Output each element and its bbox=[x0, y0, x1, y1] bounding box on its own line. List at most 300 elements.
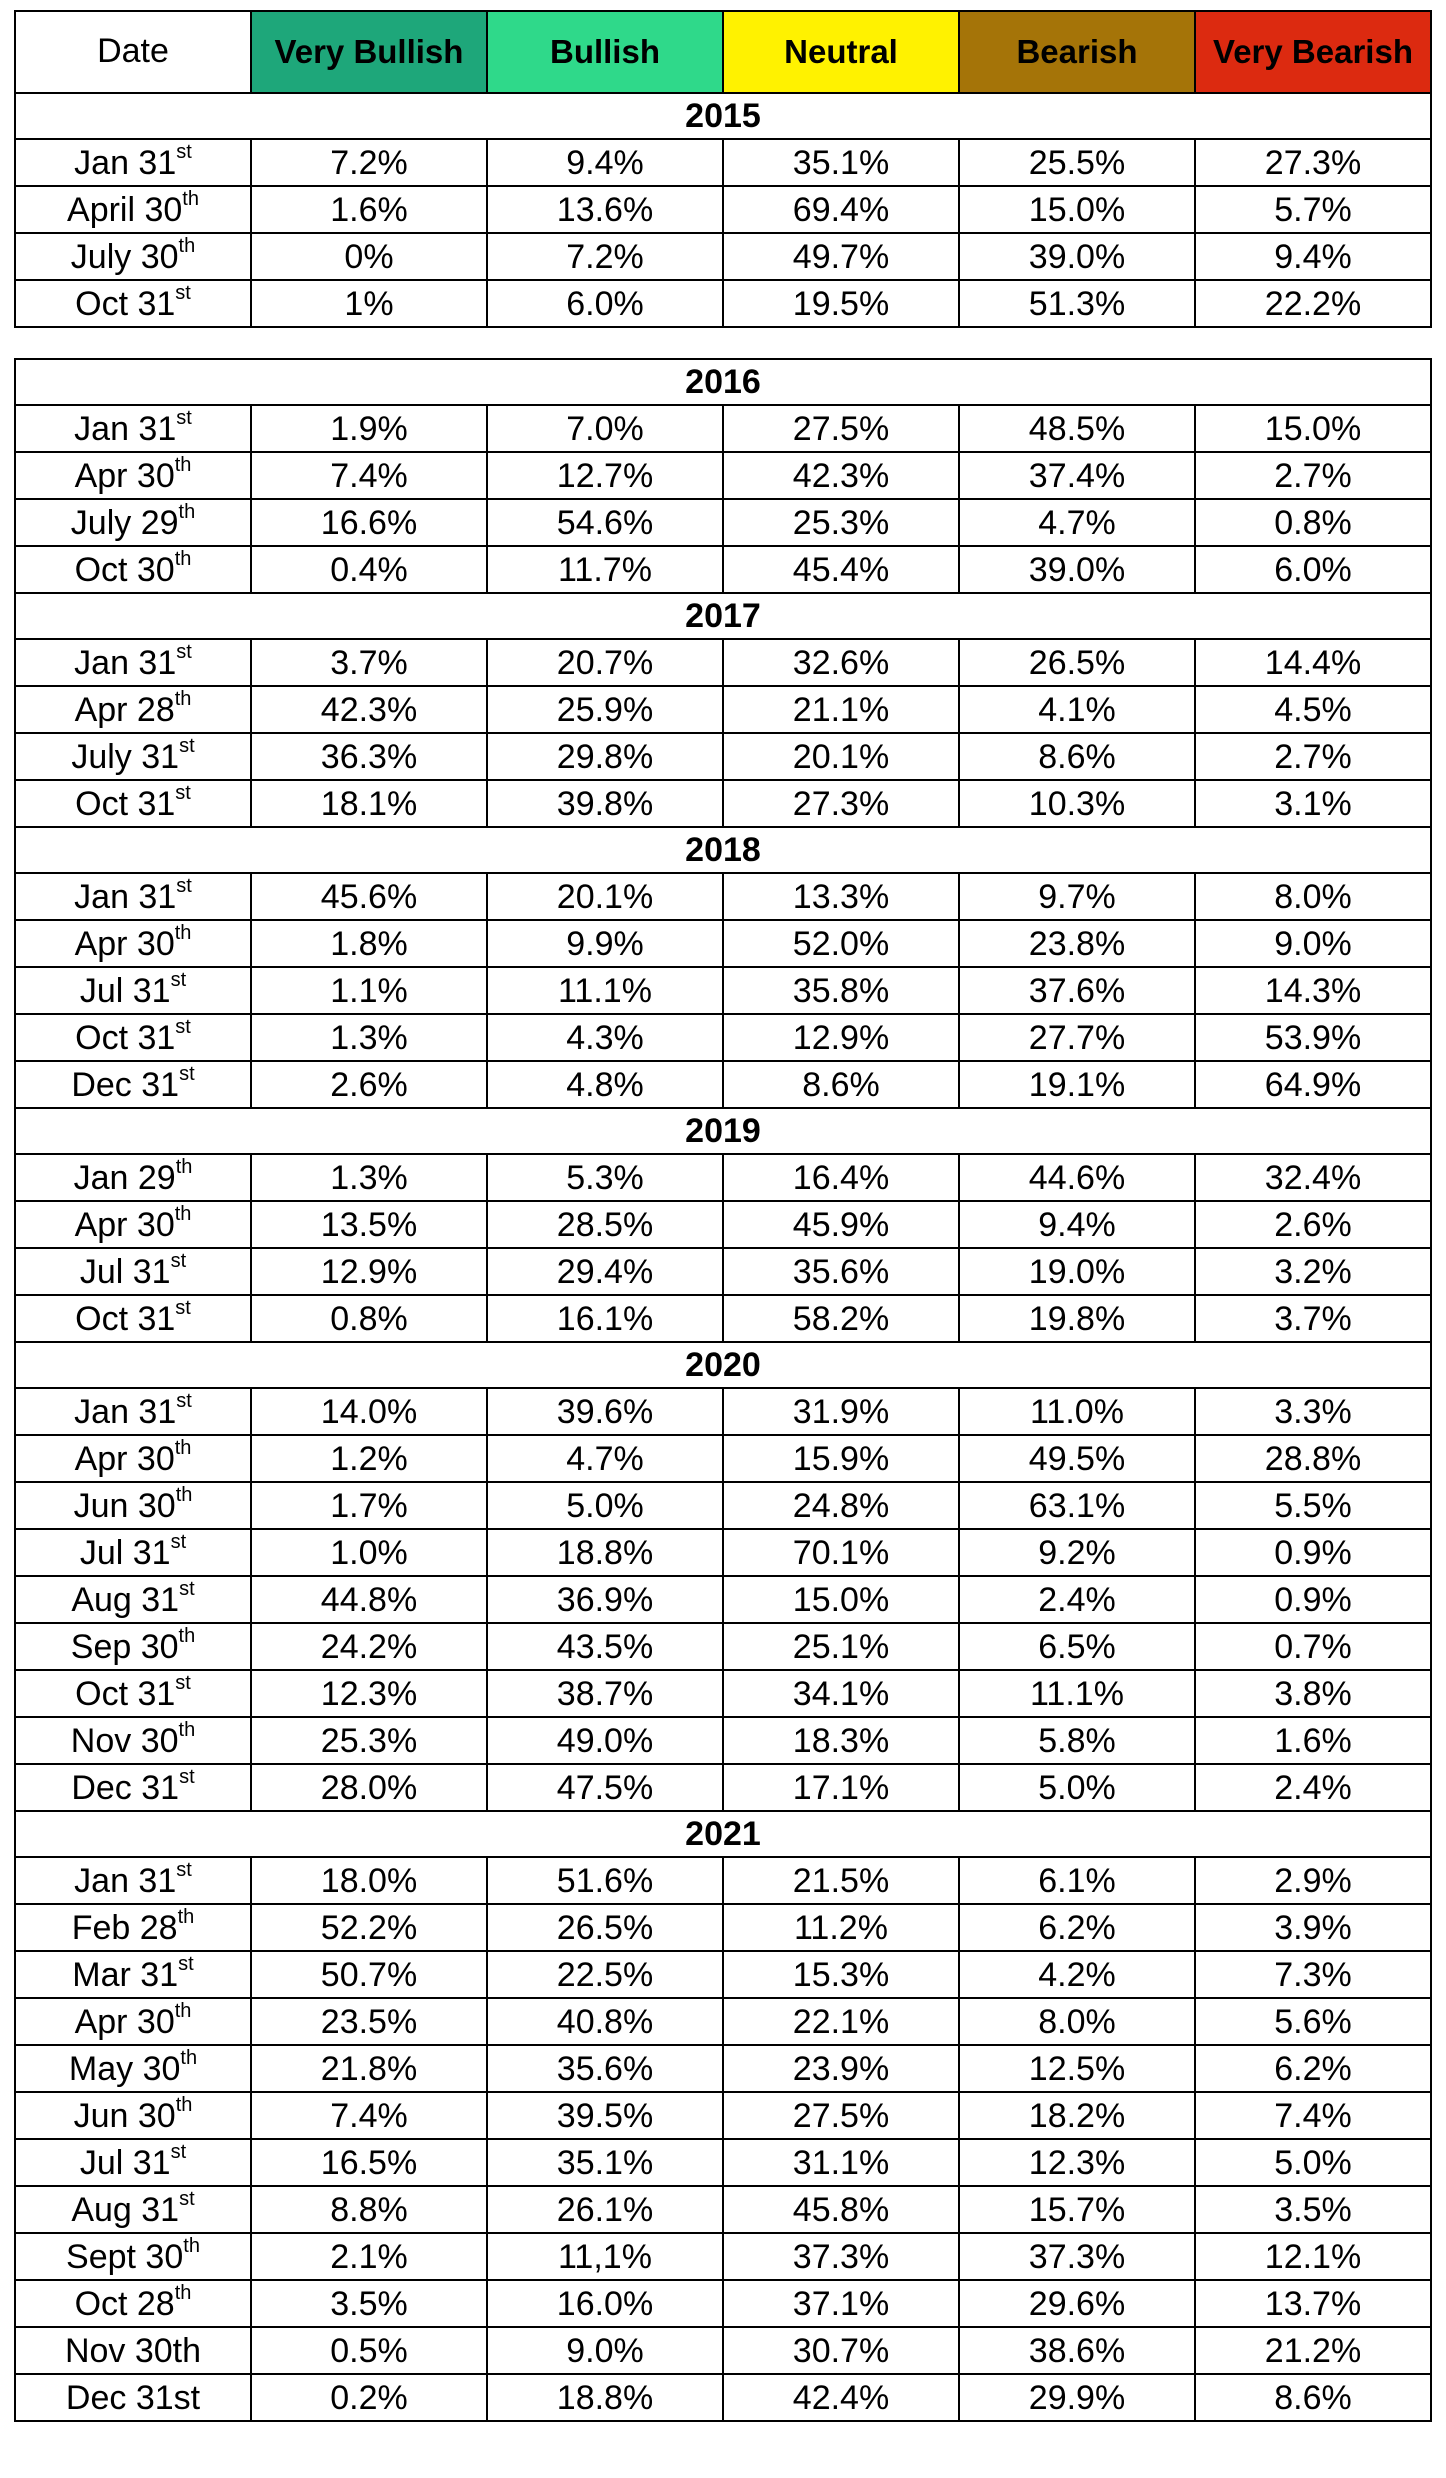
header-row bbox=[15, 11, 1431, 93]
date-text: Oct 31 bbox=[75, 1299, 176, 1338]
date-ordinal-suffix: st bbox=[175, 1015, 191, 1038]
very-bullish-cell: 1.6% bbox=[251, 186, 487, 233]
date-ordinal-suffix: th bbox=[174, 2281, 192, 2304]
bearish-cell: 12.5% bbox=[959, 2045, 1195, 2092]
bearish-cell: 27.7% bbox=[959, 1014, 1195, 1061]
date-text: Jan 29 bbox=[73, 1158, 176, 1197]
very-bullish-cell: 8.8% bbox=[251, 2186, 487, 2233]
date-ordinal-suffix: st bbox=[170, 1530, 187, 1553]
very-bullish-cell: 1.7% bbox=[251, 1482, 487, 1529]
date-ordinal-suffix: st bbox=[170, 2140, 187, 2163]
very-bullish-cell: 0.4% bbox=[251, 546, 487, 593]
date-text: Nov 30 bbox=[70, 1721, 179, 1760]
neutral-cell: 24.8% bbox=[723, 1482, 959, 1529]
very-bearish-cell: 27.3% bbox=[1195, 139, 1431, 186]
bearish-cell: 26.5% bbox=[959, 639, 1195, 686]
date-text: Oct 30 bbox=[74, 550, 175, 589]
bearish-cell: 39.0% bbox=[959, 233, 1195, 280]
bearish-cell: 49.5% bbox=[959, 1435, 1195, 1482]
bearish-cell: 6.5% bbox=[959, 1623, 1195, 1670]
date-ordinal-suffix: st bbox=[176, 406, 192, 429]
table-row bbox=[15, 1295, 1431, 1342]
date-ordinal-suffix: th bbox=[175, 2093, 193, 2116]
bearish-cell: 4.1% bbox=[959, 686, 1195, 733]
date-text: Jul 31 bbox=[79, 971, 171, 1010]
neutral-cell: 8.6% bbox=[723, 1061, 959, 1108]
bearish-cell: 29.9% bbox=[959, 2374, 1195, 2421]
neutral-cell: 21.5% bbox=[723, 1857, 959, 1904]
date-cell bbox=[15, 920, 251, 967]
neutral-cell: 15.0% bbox=[723, 1576, 959, 1623]
date-text: Jun 30 bbox=[73, 1486, 176, 1525]
date-text: Sept 30 bbox=[66, 2237, 184, 2276]
bearish-cell: 6.2% bbox=[959, 1904, 1195, 1951]
very-bearish-cell: 3.8% bbox=[1195, 1670, 1431, 1717]
neutral-cell: 52.0% bbox=[723, 920, 959, 967]
date-cell bbox=[15, 233, 251, 280]
very-bullish-cell: 7.4% bbox=[251, 2092, 487, 2139]
bearish-cell: 5.0% bbox=[959, 1764, 1195, 1811]
very-bullish-cell: 1.0% bbox=[251, 1529, 487, 1576]
table-row bbox=[15, 2280, 1431, 2327]
very-bearish-cell: 53.9% bbox=[1195, 1014, 1431, 1061]
very-bearish-cell: 3.3% bbox=[1195, 1388, 1431, 1435]
table-row bbox=[15, 186, 1431, 233]
date-ordinal-suffix: th bbox=[178, 234, 196, 257]
bullish-cell: 18.8% bbox=[487, 1529, 723, 1576]
very-bearish-cell: 2.9% bbox=[1195, 1857, 1431, 1904]
bullish-cell: 9.0% bbox=[487, 2327, 723, 2374]
date-text: Apr 28 bbox=[74, 690, 175, 729]
table-row bbox=[15, 1670, 1431, 1717]
bearish-cell: 37.3% bbox=[959, 2233, 1195, 2280]
very-bullish-cell: 23.5% bbox=[251, 1998, 487, 2045]
very-bullish-cell: 14.0% bbox=[251, 1388, 487, 1435]
table-row bbox=[15, 2327, 1431, 2374]
neutral-cell: 20.1% bbox=[723, 733, 959, 780]
date-text: July 29 bbox=[70, 503, 179, 542]
bearish-cell: 9.2% bbox=[959, 1529, 1195, 1576]
neutral-cell: 35.8% bbox=[723, 967, 959, 1014]
very-bearish-cell: 4.5% bbox=[1195, 686, 1431, 733]
sentiment-table bbox=[14, 10, 1432, 2422]
bullish-cell: 54.6% bbox=[487, 499, 723, 546]
very-bearish-cell: 2.7% bbox=[1195, 452, 1431, 499]
bullish-cell: 51.6% bbox=[487, 1857, 723, 1904]
very-bearish-cell: 1.6% bbox=[1195, 1717, 1431, 1764]
date-text: Oct 31 bbox=[75, 1674, 176, 1713]
bearish-cell: 44.6% bbox=[959, 1154, 1195, 1201]
table-row bbox=[15, 2092, 1431, 2139]
very-bullish-cell: 2.6% bbox=[251, 1061, 487, 1108]
year-row bbox=[15, 593, 1431, 639]
very-bearish-cell: 0.9% bbox=[1195, 1576, 1431, 1623]
table-row bbox=[15, 733, 1431, 780]
very-bearish-cell: 8.6% bbox=[1195, 2374, 1431, 2421]
bearish-cell: 37.4% bbox=[959, 452, 1195, 499]
bullish-cell: 22.5% bbox=[487, 1951, 723, 1998]
very-bullish-cell: 16.6% bbox=[251, 499, 487, 546]
bearish-cell: 8.0% bbox=[959, 1998, 1195, 2045]
date-cell bbox=[15, 2186, 251, 2233]
very-bullish-cell: 42.3% bbox=[251, 686, 487, 733]
bullish-cell: 29.8% bbox=[487, 733, 723, 780]
bullish-cell: 35.1% bbox=[487, 2139, 723, 2186]
very-bearish-cell: 32.4% bbox=[1195, 1154, 1431, 1201]
bullish-cell: 39.6% bbox=[487, 1388, 723, 1435]
header-very-bullish: Very Bullish bbox=[251, 11, 487, 93]
very-bearish-cell: 14.3% bbox=[1195, 967, 1431, 1014]
date-text: Jul 31 bbox=[79, 1533, 171, 1572]
very-bullish-cell: 50.7% bbox=[251, 1951, 487, 1998]
date-cell bbox=[15, 1998, 251, 2045]
neutral-cell: 27.5% bbox=[723, 405, 959, 452]
bullish-cell: 38.7% bbox=[487, 1670, 723, 1717]
neutral-cell: 15.3% bbox=[723, 1951, 959, 1998]
date-cell bbox=[15, 1670, 251, 1717]
date-cell bbox=[15, 499, 251, 546]
year-label: 2021 bbox=[15, 1811, 1431, 1857]
date-text: Apr 30 bbox=[74, 1439, 175, 1478]
very-bearish-cell: 9.4% bbox=[1195, 233, 1431, 280]
year-row bbox=[15, 827, 1431, 873]
neutral-cell: 23.9% bbox=[723, 2045, 959, 2092]
date-text: Apr 30 bbox=[74, 924, 175, 963]
date-text: Jan 31 bbox=[74, 877, 177, 916]
very-bearish-cell: 22.2% bbox=[1195, 280, 1431, 327]
date-cell bbox=[15, 1576, 251, 1623]
table-row bbox=[15, 1998, 1431, 2045]
very-bullish-cell: 45.6% bbox=[251, 873, 487, 920]
year-row bbox=[15, 359, 1431, 405]
table-row bbox=[15, 1014, 1431, 1061]
table-row bbox=[15, 1154, 1431, 1201]
neutral-cell: 17.1% bbox=[723, 1764, 959, 1811]
date-cell bbox=[15, 1857, 251, 1904]
neutral-cell: 27.5% bbox=[723, 2092, 959, 2139]
neutral-cell: 42.3% bbox=[723, 452, 959, 499]
bullish-cell: 47.5% bbox=[487, 1764, 723, 1811]
date-cell bbox=[15, 686, 251, 733]
neutral-cell: 25.3% bbox=[723, 499, 959, 546]
bullish-cell: 43.5% bbox=[487, 1623, 723, 1670]
table-row bbox=[15, 2045, 1431, 2092]
very-bearish-cell: 3.2% bbox=[1195, 1248, 1431, 1295]
date-text: Dec 31st bbox=[65, 2378, 201, 2417]
bullish-cell: 11.1% bbox=[487, 967, 723, 1014]
table-body bbox=[15, 93, 1431, 2421]
date-cell bbox=[15, 1529, 251, 1576]
date-cell bbox=[15, 405, 251, 452]
bearish-cell: 48.5% bbox=[959, 405, 1195, 452]
date-text: Oct 31 bbox=[75, 784, 176, 823]
date-cell bbox=[15, 1764, 251, 1811]
neutral-cell: 37.1% bbox=[723, 2280, 959, 2327]
table-row bbox=[15, 546, 1431, 593]
date-text: Sep 30 bbox=[70, 1627, 179, 1666]
date-text: Jan 31 bbox=[74, 1392, 177, 1431]
date-ordinal-suffix: st bbox=[170, 968, 187, 991]
date-text: July 31 bbox=[71, 737, 180, 776]
year-label: 2020 bbox=[15, 1342, 1431, 1388]
date-ordinal-suffix: st bbox=[176, 1389, 192, 1412]
table-row bbox=[15, 780, 1431, 827]
sentiment-table-wrapper bbox=[14, 10, 1430, 2422]
date-text: Apr 30 bbox=[74, 1205, 175, 1244]
bullish-cell: 5.0% bbox=[487, 1482, 723, 1529]
table-row bbox=[15, 1717, 1431, 1764]
bullish-cell: 13.6% bbox=[487, 186, 723, 233]
bearish-cell: 29.6% bbox=[959, 2280, 1195, 2327]
table-row bbox=[15, 1764, 1431, 1811]
table-row bbox=[15, 2139, 1431, 2186]
year-label: 2016 bbox=[15, 359, 1431, 405]
date-text: Dec 31 bbox=[71, 1065, 180, 1104]
date-text: Jan 31 bbox=[74, 143, 177, 182]
very-bullish-cell: 12.9% bbox=[251, 1248, 487, 1295]
date-text: Apr 30 bbox=[74, 2002, 175, 2041]
very-bearish-cell: 5.5% bbox=[1195, 1482, 1431, 1529]
very-bearish-cell: 5.6% bbox=[1195, 1998, 1431, 2045]
date-cell bbox=[15, 186, 251, 233]
date-text: Mar 31 bbox=[72, 1955, 179, 1994]
table-row bbox=[15, 686, 1431, 733]
very-bullish-cell: 0.5% bbox=[251, 2327, 487, 2374]
bullish-cell: 9.4% bbox=[487, 139, 723, 186]
bearish-cell: 8.6% bbox=[959, 733, 1195, 780]
bullish-cell: 4.3% bbox=[487, 1014, 723, 1061]
very-bearish-cell: 0.8% bbox=[1195, 499, 1431, 546]
date-ordinal-suffix: st bbox=[175, 781, 191, 804]
bullish-cell: 29.4% bbox=[487, 1248, 723, 1295]
bearish-cell: 19.0% bbox=[959, 1248, 1195, 1295]
neutral-cell: 34.1% bbox=[723, 1670, 959, 1717]
bearish-cell: 23.8% bbox=[959, 920, 1195, 967]
neutral-cell: 45.4% bbox=[723, 546, 959, 593]
table-row bbox=[15, 967, 1431, 1014]
very-bullish-cell: 0.2% bbox=[251, 2374, 487, 2421]
bullish-cell: 36.9% bbox=[487, 1576, 723, 1623]
bearish-cell: 15.7% bbox=[959, 2186, 1195, 2233]
very-bullish-cell: 12.3% bbox=[251, 1670, 487, 1717]
table-row bbox=[15, 1248, 1431, 1295]
bullish-cell: 11,1% bbox=[487, 2233, 723, 2280]
year-row bbox=[15, 1811, 1431, 1857]
date-ordinal-suffix: th bbox=[182, 187, 199, 210]
bearish-cell: 4.2% bbox=[959, 1951, 1195, 1998]
date-text: Feb 28 bbox=[71, 1908, 178, 1947]
date-cell bbox=[15, 1904, 251, 1951]
neutral-cell: 21.1% bbox=[723, 686, 959, 733]
date-ordinal-suffix: th bbox=[174, 687, 192, 710]
date-cell bbox=[15, 1717, 251, 1764]
table-row bbox=[15, 233, 1431, 280]
bearish-cell: 2.4% bbox=[959, 1576, 1195, 1623]
date-ordinal-suffix: st bbox=[175, 1296, 191, 1319]
bullish-cell: 20.1% bbox=[487, 873, 723, 920]
bearish-cell: 38.6% bbox=[959, 2327, 1195, 2374]
bullish-cell: 4.8% bbox=[487, 1061, 723, 1108]
date-cell bbox=[15, 280, 251, 327]
neutral-cell: 70.1% bbox=[723, 1529, 959, 1576]
date-ordinal-suffix: th bbox=[175, 1155, 193, 1178]
date-ordinal-suffix: st bbox=[175, 1671, 191, 1694]
date-cell bbox=[15, 2327, 251, 2374]
bullish-cell: 16.1% bbox=[487, 1295, 723, 1342]
very-bullish-cell: 13.5% bbox=[251, 1201, 487, 1248]
date-ordinal-suffix: th bbox=[174, 1999, 192, 2022]
bearish-cell: 6.1% bbox=[959, 1857, 1195, 1904]
very-bullish-cell: 1% bbox=[251, 280, 487, 327]
bearish-cell: 25.5% bbox=[959, 139, 1195, 186]
date-text: Jul 31 bbox=[79, 2143, 171, 2182]
table-row bbox=[15, 2374, 1431, 2421]
very-bullish-cell: 24.2% bbox=[251, 1623, 487, 1670]
date-cell bbox=[15, 2280, 251, 2327]
date-text: Jun 30 bbox=[73, 2096, 176, 2135]
very-bearish-cell: 14.4% bbox=[1195, 639, 1431, 686]
very-bullish-cell: 1.9% bbox=[251, 405, 487, 452]
very-bearish-cell: 2.6% bbox=[1195, 1201, 1431, 1248]
date-ordinal-suffix: st bbox=[175, 281, 191, 304]
very-bullish-cell: 18.0% bbox=[251, 1857, 487, 1904]
year-row bbox=[15, 93, 1431, 139]
bullish-cell: 7.0% bbox=[487, 405, 723, 452]
neutral-cell: 31.1% bbox=[723, 2139, 959, 2186]
bullish-cell: 18.8% bbox=[487, 2374, 723, 2421]
very-bearish-cell: 3.9% bbox=[1195, 1904, 1431, 1951]
bullish-cell: 49.0% bbox=[487, 1717, 723, 1764]
date-cell bbox=[15, 2374, 251, 2421]
date-ordinal-suffix: st bbox=[176, 1858, 192, 1881]
neutral-cell: 11.2% bbox=[723, 1904, 959, 1951]
bullish-cell: 11.7% bbox=[487, 546, 723, 593]
neutral-cell: 18.3% bbox=[723, 1717, 959, 1764]
table-row bbox=[15, 139, 1431, 186]
bearish-cell: 19.8% bbox=[959, 1295, 1195, 1342]
neutral-cell: 42.4% bbox=[723, 2374, 959, 2421]
table-row bbox=[15, 873, 1431, 920]
very-bearish-cell: 9.0% bbox=[1195, 920, 1431, 967]
date-text: April 30 bbox=[67, 190, 183, 229]
year-label: 2018 bbox=[15, 827, 1431, 873]
header-very-bearish: Very Bearish bbox=[1195, 11, 1431, 93]
spacer-cell bbox=[15, 327, 1431, 359]
very-bearish-cell: 13.7% bbox=[1195, 2280, 1431, 2327]
year-row bbox=[15, 1108, 1431, 1154]
header-bearish: Bearish bbox=[959, 11, 1195, 93]
date-ordinal-suffix: st bbox=[170, 1249, 187, 1272]
very-bearish-cell: 6.2% bbox=[1195, 2045, 1431, 2092]
bearish-cell: 5.8% bbox=[959, 1717, 1195, 1764]
year-label: 2019 bbox=[15, 1108, 1431, 1154]
year-row bbox=[15, 1342, 1431, 1388]
date-cell bbox=[15, 1061, 251, 1108]
table-row bbox=[15, 1904, 1431, 1951]
table-row bbox=[15, 1388, 1431, 1435]
very-bearish-cell: 5.0% bbox=[1195, 2139, 1431, 2186]
date-ordinal-suffix: st bbox=[179, 1765, 195, 1788]
section-spacer bbox=[15, 327, 1431, 359]
date-cell bbox=[15, 2092, 251, 2139]
neutral-cell: 58.2% bbox=[723, 1295, 959, 1342]
very-bullish-cell: 16.5% bbox=[251, 2139, 487, 2186]
table-row bbox=[15, 1951, 1431, 1998]
date-ordinal-suffix: th bbox=[175, 1483, 193, 1506]
very-bullish-cell: 3.5% bbox=[251, 2280, 487, 2327]
date-ordinal-suffix: th bbox=[174, 921, 192, 944]
very-bullish-cell: 1.1% bbox=[251, 967, 487, 1014]
very-bearish-cell: 21.2% bbox=[1195, 2327, 1431, 2374]
table-row bbox=[15, 2233, 1431, 2280]
bullish-cell: 25.9% bbox=[487, 686, 723, 733]
date-text: Aug 31 bbox=[71, 2190, 180, 2229]
very-bearish-cell: 8.0% bbox=[1195, 873, 1431, 920]
bearish-cell: 39.0% bbox=[959, 546, 1195, 593]
bullish-cell: 16.0% bbox=[487, 2280, 723, 2327]
neutral-cell: 31.9% bbox=[723, 1388, 959, 1435]
date-cell bbox=[15, 1388, 251, 1435]
date-cell bbox=[15, 2233, 251, 2280]
date-ordinal-suffix: th bbox=[183, 2234, 200, 2257]
very-bearish-cell: 5.7% bbox=[1195, 186, 1431, 233]
date-text: Jan 31 bbox=[74, 1861, 177, 1900]
table-row bbox=[15, 452, 1431, 499]
date-text: Apr 30 bbox=[74, 456, 175, 495]
very-bullish-cell: 21.8% bbox=[251, 2045, 487, 2092]
bullish-cell: 39.8% bbox=[487, 780, 723, 827]
very-bearish-cell: 2.7% bbox=[1195, 733, 1431, 780]
neutral-cell: 35.1% bbox=[723, 139, 959, 186]
very-bearish-cell: 6.0% bbox=[1195, 546, 1431, 593]
neutral-cell: 69.4% bbox=[723, 186, 959, 233]
bullish-cell: 40.8% bbox=[487, 1998, 723, 2045]
table-row bbox=[15, 2186, 1431, 2233]
date-text: Jan 31 bbox=[74, 643, 177, 682]
very-bearish-cell: 3.5% bbox=[1195, 2186, 1431, 2233]
date-cell bbox=[15, 1295, 251, 1342]
bearish-cell: 15.0% bbox=[959, 186, 1195, 233]
table-row bbox=[15, 405, 1431, 452]
date-cell bbox=[15, 733, 251, 780]
bearish-cell: 51.3% bbox=[959, 280, 1195, 327]
neutral-cell: 13.3% bbox=[723, 873, 959, 920]
date-ordinal-suffix: st bbox=[179, 734, 195, 757]
neutral-cell: 15.9% bbox=[723, 1435, 959, 1482]
date-text: Jan 31 bbox=[74, 409, 177, 448]
date-cell bbox=[15, 1014, 251, 1061]
very-bullish-cell: 52.2% bbox=[251, 1904, 487, 1951]
very-bullish-cell: 28.0% bbox=[251, 1764, 487, 1811]
table-row bbox=[15, 1482, 1431, 1529]
bullish-cell: 20.7% bbox=[487, 639, 723, 686]
bearish-cell: 12.3% bbox=[959, 2139, 1195, 2186]
bearish-cell: 4.7% bbox=[959, 499, 1195, 546]
neutral-cell: 30.7% bbox=[723, 2327, 959, 2374]
year-label: 2017 bbox=[15, 593, 1431, 639]
date-cell bbox=[15, 1248, 251, 1295]
header-date: Date bbox=[15, 11, 251, 93]
very-bearish-cell: 64.9% bbox=[1195, 1061, 1431, 1108]
table-row bbox=[15, 1576, 1431, 1623]
very-bullish-cell: 0% bbox=[251, 233, 487, 280]
bearish-cell: 11.1% bbox=[959, 1670, 1195, 1717]
date-ordinal-suffix: th bbox=[178, 1624, 196, 1647]
neutral-cell: 45.9% bbox=[723, 1201, 959, 1248]
table-row bbox=[15, 920, 1431, 967]
very-bearish-cell: 2.4% bbox=[1195, 1764, 1431, 1811]
very-bullish-cell: 1.2% bbox=[251, 1435, 487, 1482]
